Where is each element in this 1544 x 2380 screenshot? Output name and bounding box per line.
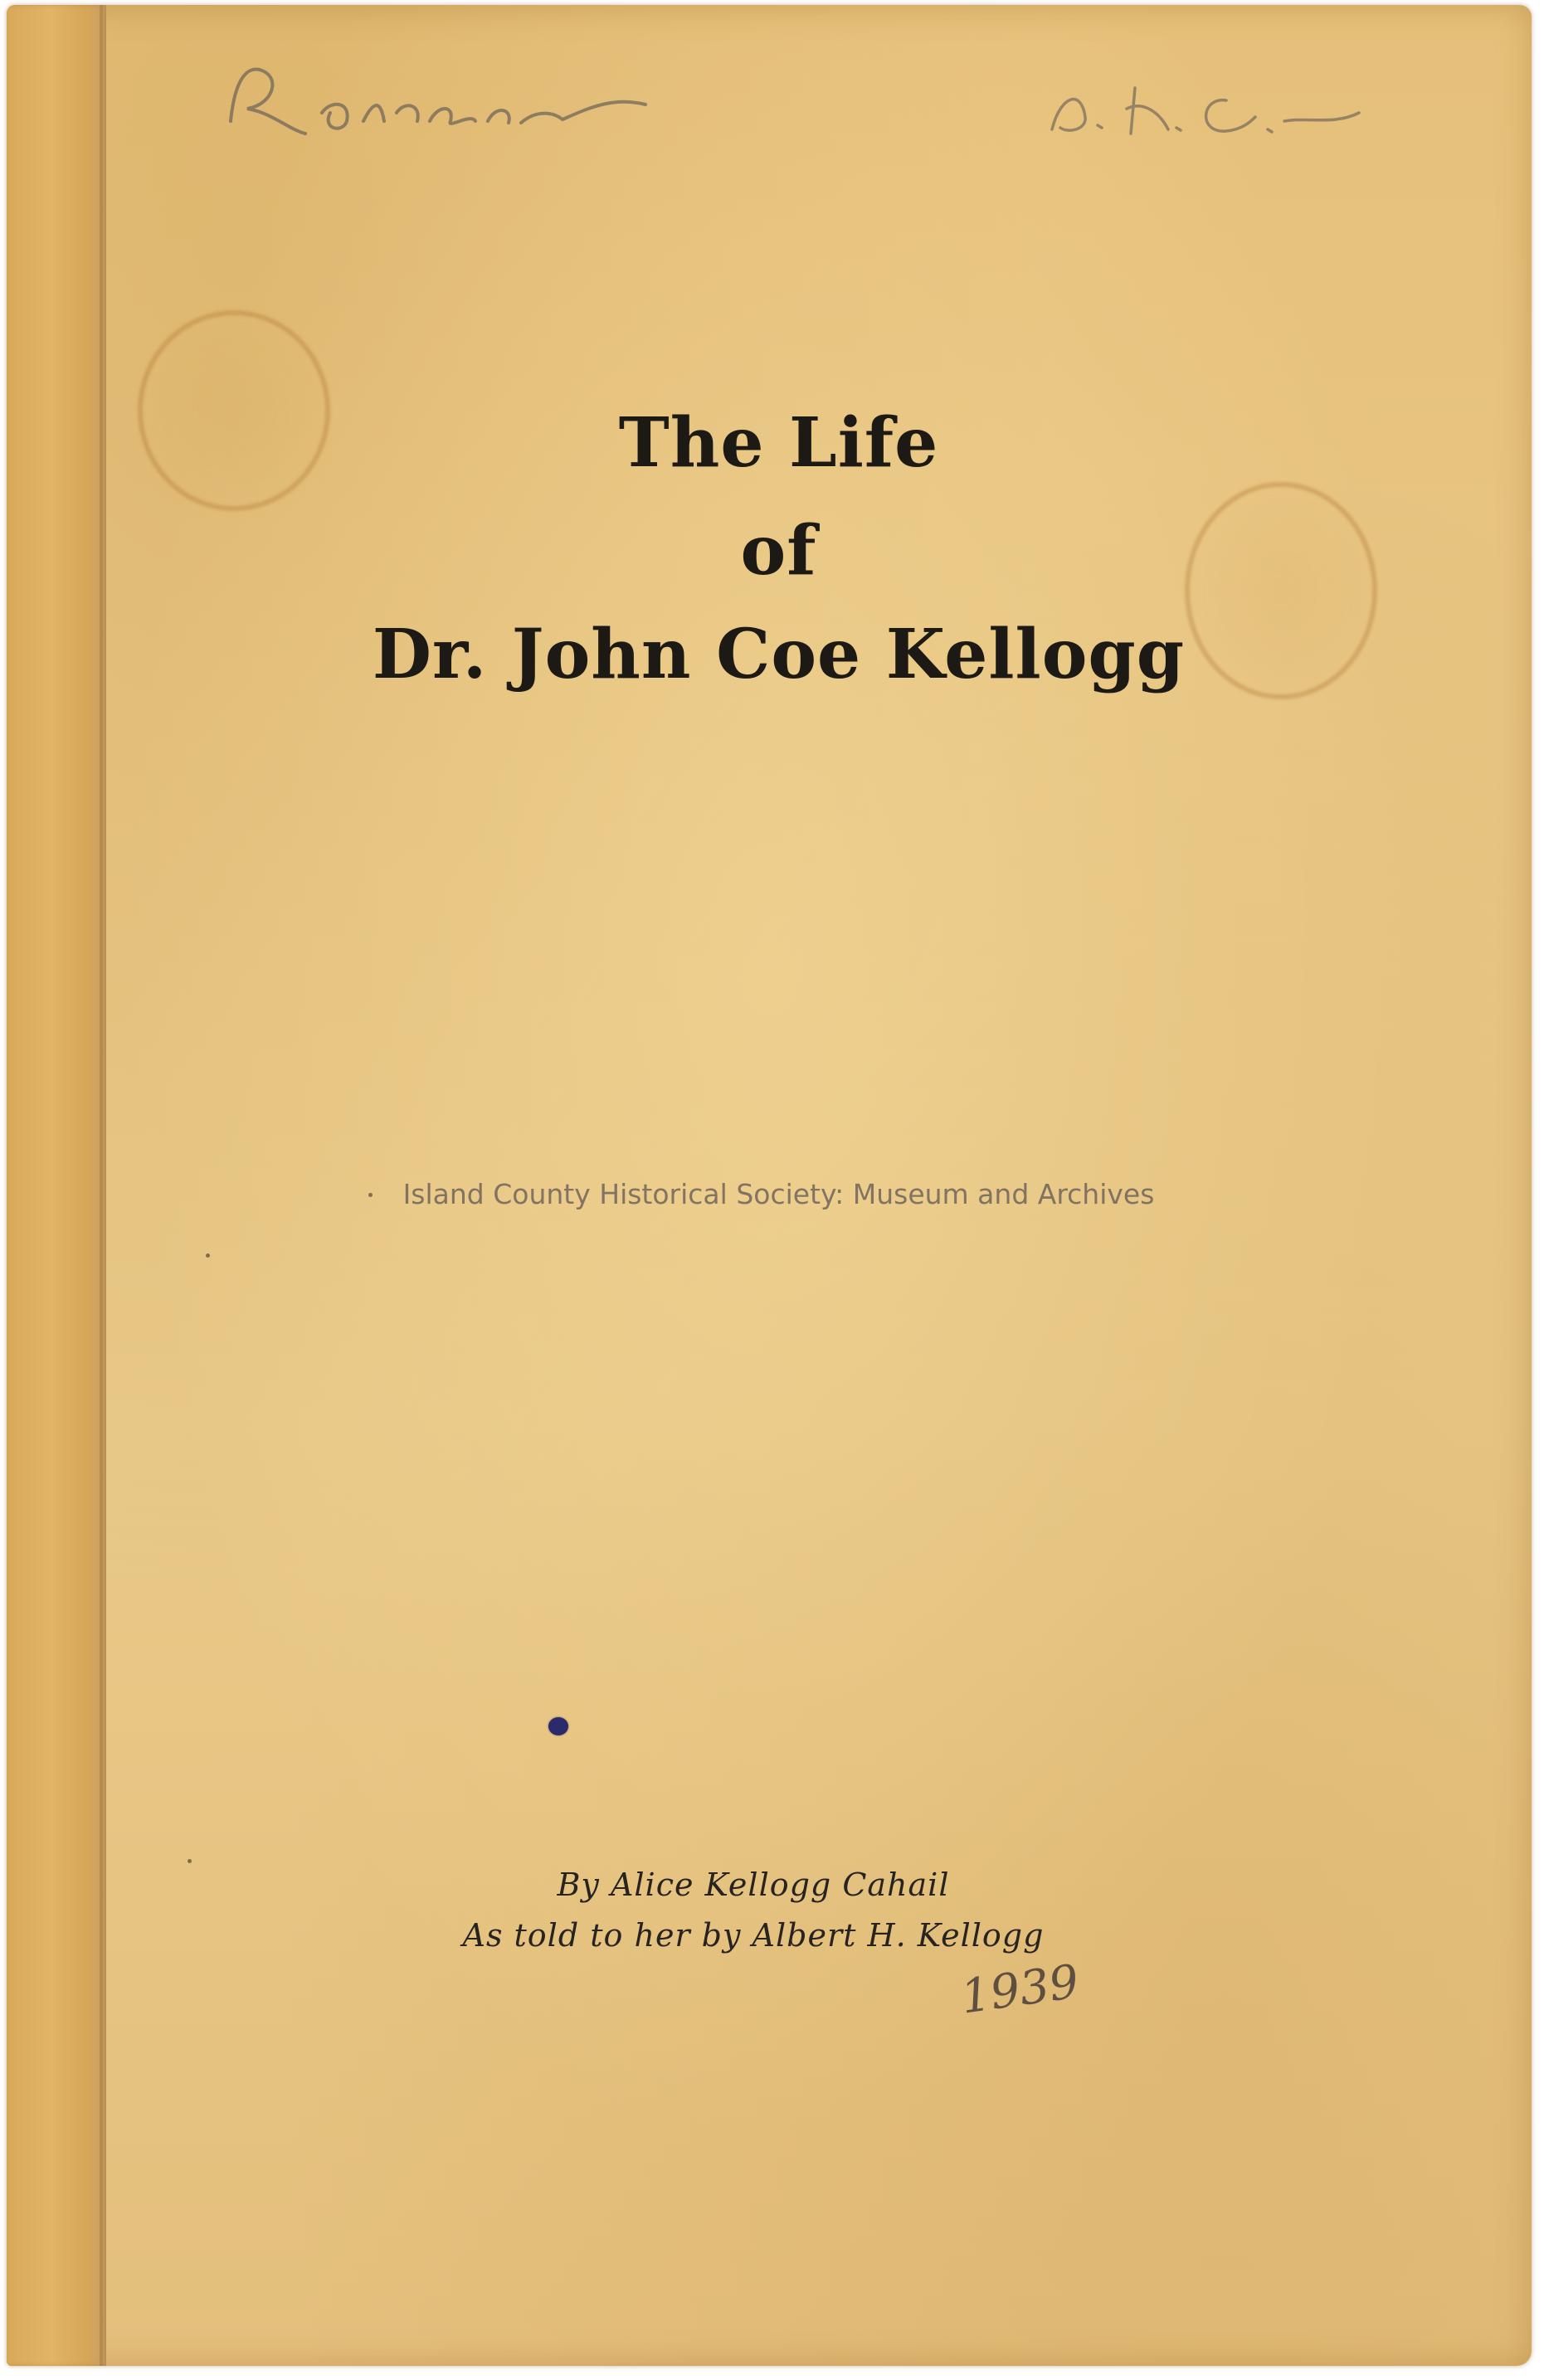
author-byline: By Alice Kellogg Cahail: [557, 1867, 950, 1903]
book-title-line-2: of: [740, 511, 817, 591]
booklet-cover: [7, 5, 1532, 2366]
handwriting-top-right-text: A. K. C.: [1052, 143, 1115, 163]
ink-dot: [548, 1717, 568, 1735]
as-told-byline: As told to her by Albert H. Kellogg: [462, 1917, 1045, 1954]
ink-speck: [188, 1859, 192, 1863]
book-title-line-3: Dr. John Coe Kellogg: [372, 615, 1186, 694]
handwriting-top-left: [197, 30, 695, 163]
ink-speck: [206, 1253, 210, 1258]
archive-watermark: Island County Historical Society: Museum and Archives: [402, 1178, 1155, 1210]
handwriting-top-left-text: Return: [231, 136, 301, 159]
book-title-line-1: The Life: [618, 403, 939, 483]
handwritten-year: 1939: [957, 1954, 1083, 2025]
handwriting-top-right: [1035, 55, 1384, 163]
